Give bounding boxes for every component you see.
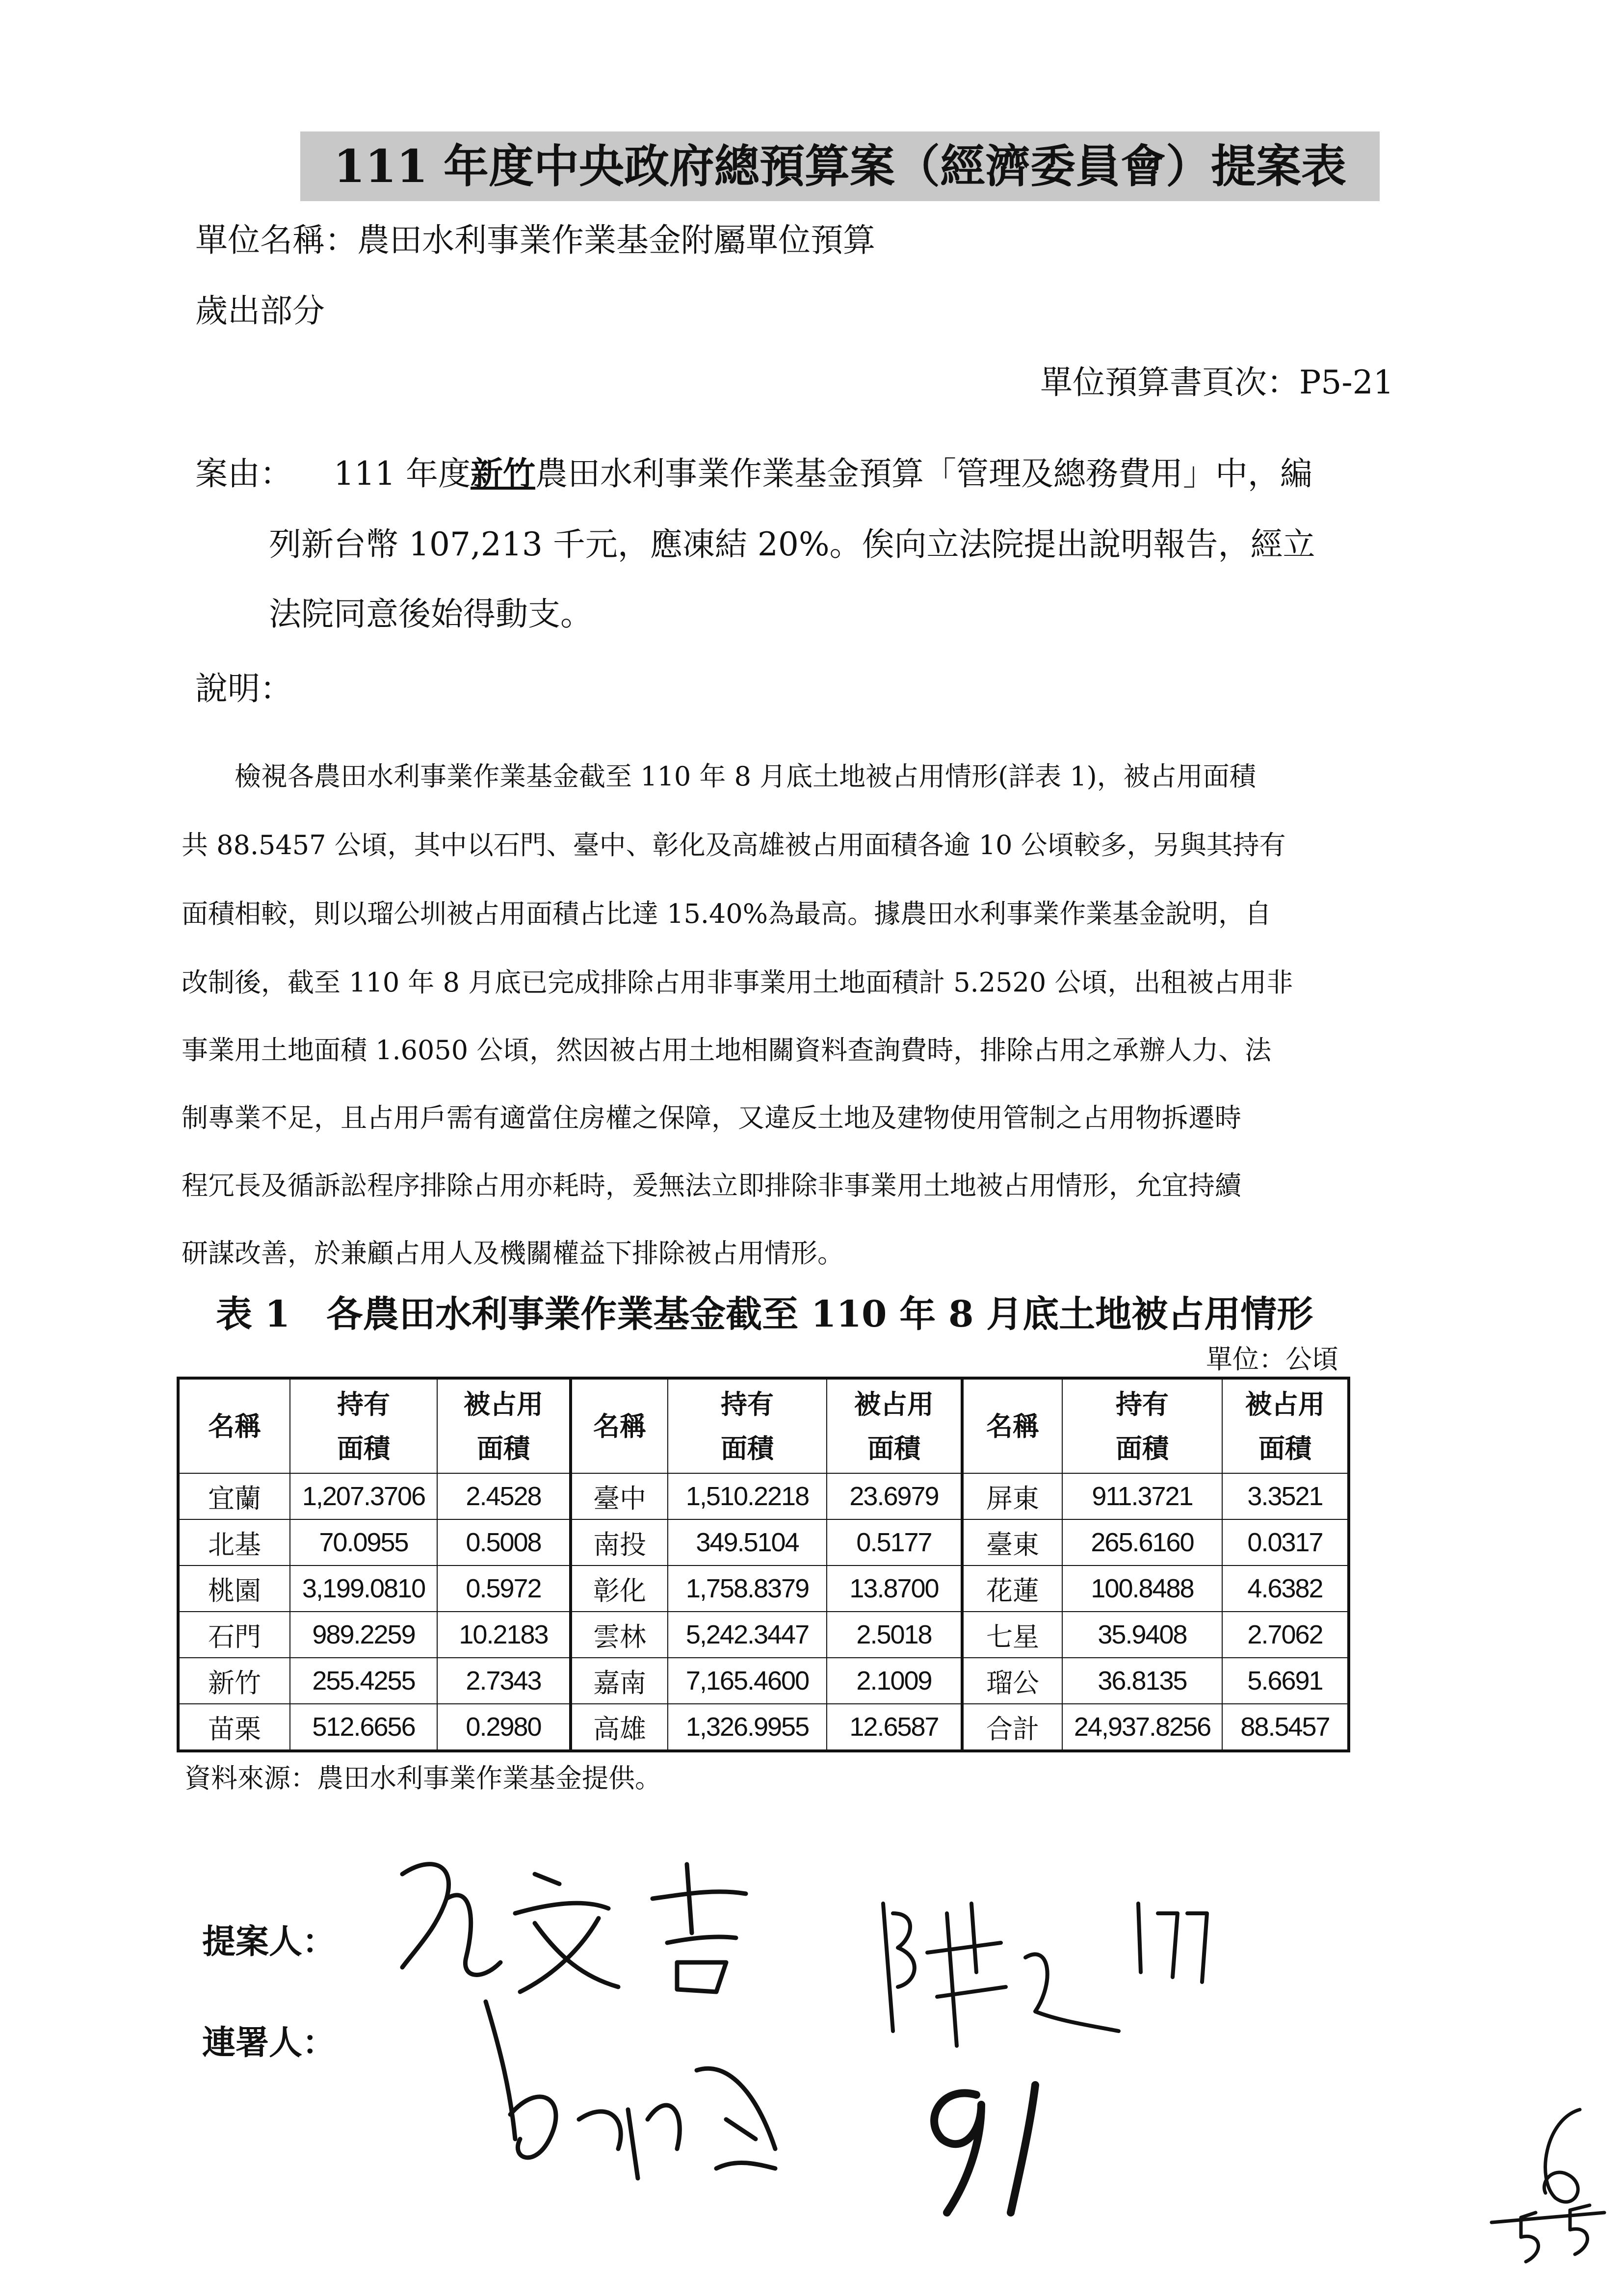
explain-line: 檢視各農田水利事業作業基金截至 110 年 8 月底土地被占用情形(詳表 1)，被占用面積 [235, 761, 1256, 792]
page-title: 111 年度中央政府總預算案（經濟委員會）提案表 [300, 131, 1380, 201]
header-held: 持有 面積 [290, 1378, 437, 1473]
cosigner-signature-2 [481, 1992, 795, 2198]
case-line-1-pre: 111 年度 [334, 455, 471, 493]
cell-occupied-area: 10.2183 [437, 1612, 571, 1658]
unit-name: 單位名稱：農田水利事業作業基金附屬單位預算 [195, 221, 875, 259]
cell-name: 宜蘭 [178, 1473, 290, 1519]
cell-name: 北基 [178, 1519, 290, 1565]
cell-name: 七星 [962, 1612, 1062, 1658]
cell-held-area: 35.9408 [1062, 1612, 1222, 1658]
proposer-signature [373, 1845, 864, 2002]
cell-held-area: 1,326.9955 [668, 1704, 827, 1751]
handwritten-page-number [1482, 2100, 1619, 2276]
case-emphasis: 新竹 [470, 454, 535, 493]
cell-name: 屏東 [962, 1473, 1062, 1519]
cell-name: 高雄 [571, 1704, 668, 1751]
header-name: 名稱 [962, 1378, 1062, 1473]
table-row [178, 1473, 1349, 1519]
cell-occupied-area: 0.0317 [1222, 1519, 1349, 1565]
cell-occupied-area: 2.7343 [437, 1658, 571, 1704]
explain-label: 說明： [195, 670, 292, 707]
table-row [178, 1612, 1349, 1658]
table-row [178, 1519, 1349, 1565]
cell-occupied-area: 12.6587 [827, 1704, 962, 1751]
cell-occupied-area: 88.5457 [1222, 1704, 1349, 1751]
cell-name: 臺中 [571, 1473, 668, 1519]
cell-held-area: 911.3721 [1062, 1473, 1222, 1519]
page-reference: 單位預算書頁次：P5-21 [1040, 364, 1394, 401]
cell-occupied-area: 0.5972 [437, 1565, 571, 1612]
cell-held-area: 1,207.3706 [290, 1473, 437, 1519]
cell-name: 苗栗 [178, 1704, 290, 1751]
cosigner-label: 連署人： [202, 2023, 336, 2062]
case-line-1-post: 農田水利事業作業基金預算「管理及總務費用」中，編 [535, 455, 1312, 493]
cell-name: 合計 [962, 1704, 1062, 1751]
explain-line: 共 88.5457 公頃，其中以石門、臺中、彰化及高雄被占用面積各逾 10 公頃較多，另與其持有 [182, 830, 1286, 861]
explain-line: 面積相較，則以瑠公圳被占用面積占比達 15.40%為最高。據農田水利事業作業基金說明，自 [182, 898, 1272, 929]
table-source: 資料來源：農田水利事業作業基金提供。 [184, 1763, 661, 1794]
explain-line: 事業用土地面積 1.6050 公頃，然因被占用土地相關資料查詢費時，排除占用之承辦人力、法 [182, 1035, 1272, 1066]
explain-line: 制專業不足，且占用戶需有適當住房權之保障，又違反土地及建物使用管制之占用物拆遷時 [182, 1102, 1241, 1133]
header-occupied: 被占用 面積 [1222, 1378, 1349, 1473]
cell-occupied-area: 0.2980 [437, 1704, 571, 1751]
cell-held-area: 265.6160 [1062, 1519, 1222, 1565]
cell-name: 南投 [571, 1519, 668, 1565]
cell-name: 彰化 [571, 1565, 668, 1612]
header-held: 持有 面積 [668, 1378, 827, 1473]
cell-held-area: 349.5104 [668, 1519, 827, 1565]
cell-name: 雲林 [571, 1612, 668, 1658]
cell-occupied-area: 2.5018 [827, 1612, 962, 1658]
explain-line: 改制後，截至 110 年 8 月底已完成排除占用非事業用土地面積計 5.2520 公頃，出租被占用非 [182, 967, 1293, 998]
header-occupied: 被占用 面積 [437, 1378, 571, 1473]
cell-occupied-area: 0.5177 [827, 1519, 962, 1565]
case-line-3: 法院同意後始得動支。 [269, 595, 593, 633]
cell-occupied-area: 3.3521 [1222, 1473, 1349, 1519]
header-name: 名稱 [571, 1378, 668, 1473]
cell-name: 臺東 [962, 1519, 1062, 1565]
cell-held-area: 1,510.2218 [668, 1473, 827, 1519]
cell-occupied-area: 2.4528 [437, 1473, 571, 1519]
table-unit: 單位：公頃 [1206, 1344, 1338, 1375]
table-row [178, 1658, 1349, 1704]
cell-held-area: 255.4255 [290, 1658, 437, 1704]
cell-held-area: 100.8488 [1062, 1565, 1222, 1612]
proposer-label: 提案人： [202, 1922, 336, 1961]
case-line-2: 列新台幣 107,213 千元，應凍結 20%。俟向立法院提出說明報告，經立 [269, 525, 1315, 563]
cell-held-area: 3,199.0810 [290, 1565, 437, 1612]
cell-occupied-area: 23.6979 [827, 1473, 962, 1519]
cosigner-signature-1 [864, 1884, 1217, 2061]
cell-held-area: 70.0955 [290, 1519, 437, 1565]
handwritten-number-91 [908, 2065, 1074, 2222]
section-label: 歲出部分 [195, 292, 325, 330]
cell-occupied-area: 2.1009 [827, 1658, 962, 1704]
table-header-row [178, 1378, 1349, 1473]
cell-held-area: 989.2259 [290, 1612, 437, 1658]
cell-occupied-area: 2.7062 [1222, 1612, 1349, 1658]
table-caption: 表 1 各農田水利事業作業基金截至 110 年 8 月底土地被占用情形 [216, 1293, 1313, 1335]
cell-held-area: 24,937.8256 [1062, 1704, 1222, 1751]
explain-line: 研謀改善，於兼顧占用人及機關權益下排除被占用情形。 [182, 1238, 844, 1269]
cell-name: 瑠公 [962, 1658, 1062, 1704]
cell-name: 嘉南 [571, 1658, 668, 1704]
cell-name: 石門 [178, 1612, 290, 1658]
cell-held-area: 5,242.3447 [668, 1612, 827, 1658]
cell-occupied-area: 5.6691 [1222, 1658, 1349, 1704]
header-held: 持有 面積 [1062, 1378, 1222, 1473]
cell-name: 新竹 [178, 1658, 290, 1704]
case-line-1 [334, 447, 1312, 494]
cell-held-area: 7,165.4600 [668, 1658, 827, 1704]
table-row [178, 1704, 1349, 1751]
cell-occupied-area: 4.6382 [1222, 1565, 1349, 1612]
cell-occupied-area: 13.8700 [827, 1565, 962, 1612]
cell-held-area: 512.6656 [290, 1704, 437, 1751]
cell-held-area: 36.8135 [1062, 1658, 1222, 1704]
explain-line: 程冗長及循訴訟程序排除占用亦耗時，爰無法立即排除非事業用土地被占用情形，允宜持續 [182, 1170, 1241, 1201]
case-label: 案由： [195, 455, 292, 493]
header-occupied: 被占用 面積 [827, 1378, 962, 1473]
occupation-table [177, 1377, 1350, 1752]
cell-name: 桃園 [178, 1565, 290, 1612]
cell-occupied-area: 0.5008 [437, 1519, 571, 1565]
cell-name: 花蓮 [962, 1565, 1062, 1612]
header-name: 名稱 [178, 1378, 290, 1473]
table-row [178, 1565, 1349, 1612]
cell-held-area: 1,758.8379 [668, 1565, 827, 1612]
